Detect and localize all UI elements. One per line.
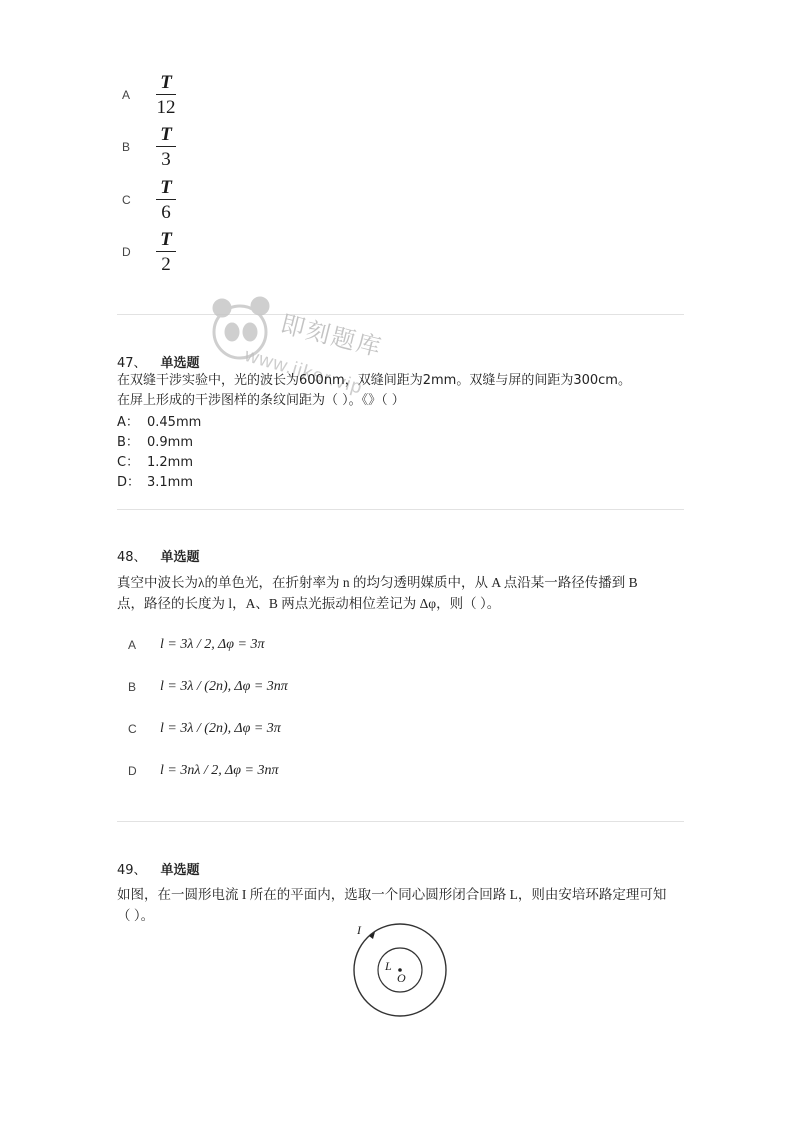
q47-option-c[interactable] <box>117 451 193 470</box>
question-number: 48、 <box>117 550 147 565</box>
q47-option-a[interactable] <box>117 411 201 430</box>
stem-line: 在屏上形成的干涉图样的条纹间距为（ ）。《》（ ） <box>117 393 405 408</box>
q48-option-a[interactable] <box>128 633 264 657</box>
fraction-bar <box>156 94 176 96</box>
option-formula: l = 3nλ / 2, Δφ = 3nπ <box>160 763 279 778</box>
option-letter: A <box>128 638 137 652</box>
option-formula: l = 3λ / (2n), Δφ = 3π <box>160 721 281 736</box>
question-47-header <box>117 352 200 371</box>
question-divider <box>117 821 684 822</box>
fraction <box>156 230 176 275</box>
option-letter: B <box>122 140 131 154</box>
stem-line: 真空中波长为λ的单色光，在折射率为 n 的均匀透明媒质中，从 A 点沿某一路径传播到 B <box>117 575 638 590</box>
option-c[interactable] <box>122 177 176 223</box>
watermark-brand: 即刻题库 <box>277 309 386 363</box>
fraction <box>156 178 176 223</box>
option-letter: C <box>128 722 137 736</box>
stem-line: 在双缝干涉实验中，光的波长为600nm，双缝间距为2mm。双缝与屏的间距为300cm。 <box>117 373 631 388</box>
fraction-numerator: T <box>160 71 172 93</box>
option-text: 1.2mm <box>147 455 194 470</box>
option-letter: D <box>128 764 137 778</box>
question-divider <box>117 509 684 510</box>
option-text: 0.45mm <box>147 415 202 430</box>
question-49-header <box>117 859 200 878</box>
option-text: 3.1mm <box>147 475 194 490</box>
question-type: 单选题 <box>160 356 200 371</box>
fraction-numerator: T <box>160 228 172 250</box>
fraction-bar <box>156 199 176 201</box>
watermark-url: www.jiker.vip <box>242 345 366 399</box>
q47-option-d[interactable] <box>117 471 193 490</box>
fraction <box>156 73 176 118</box>
option-letter: D <box>122 245 131 259</box>
option-text: 0.9mm <box>147 435 194 450</box>
loop-label: L <box>385 959 392 973</box>
question-divider <box>117 314 684 315</box>
option-letter: A <box>122 88 131 102</box>
stem-line: 如图，在一圆形电流 I 所在的平面内，选取一个同心圆形闭合回路 L，则由安培环路定理可知 <box>117 887 667 902</box>
q48-option-d[interactable] <box>128 759 278 783</box>
fraction <box>156 125 176 170</box>
option-letter: B： <box>117 435 139 450</box>
option-letter: D： <box>117 475 141 490</box>
option-formula: l = 3λ / 2, Δφ = 3π <box>160 637 265 652</box>
question-48-header <box>117 546 200 565</box>
fraction-numerator: T <box>160 123 172 145</box>
fraction-denominator: 6 <box>161 202 171 224</box>
q48-option-b[interactable] <box>128 675 288 699</box>
q47-option-b[interactable] <box>117 431 193 450</box>
stem-line: 点，路径的长度为 l，A、B 两点光振动相位差记为 Δφ，则（ ）。 <box>117 596 501 611</box>
current-label: I <box>357 923 361 937</box>
option-formula: l = 3λ / (2n), Δφ = 3nπ <box>160 679 288 694</box>
option-b[interactable] <box>122 124 176 170</box>
option-letter: C： <box>117 455 140 470</box>
fraction-bar <box>156 251 176 253</box>
question-type: 单选题 <box>160 550 200 565</box>
question-type: 单选题 <box>160 863 200 878</box>
fraction-numerator: T <box>160 176 172 198</box>
option-d[interactable] <box>122 229 176 275</box>
concentric-circles-figure <box>345 920 455 1020</box>
question-48-stem <box>117 572 692 614</box>
q48-option-c[interactable] <box>128 717 281 741</box>
stem-line: （ ）。 <box>117 908 155 923</box>
option-letter: A： <box>117 415 139 430</box>
option-letter: B <box>128 680 137 694</box>
fraction-bar <box>156 146 176 148</box>
question-47-stem <box>117 371 697 411</box>
fraction-denominator: 2 <box>161 254 171 276</box>
option-a[interactable] <box>122 72 176 118</box>
center-label: O <box>397 971 406 985</box>
question-number: 47、 <box>117 356 147 371</box>
fraction-denominator: 3 <box>161 149 171 171</box>
option-letter: C <box>122 193 131 207</box>
fraction-denominator: 12 <box>156 97 176 119</box>
question-number: 49、 <box>117 863 147 878</box>
